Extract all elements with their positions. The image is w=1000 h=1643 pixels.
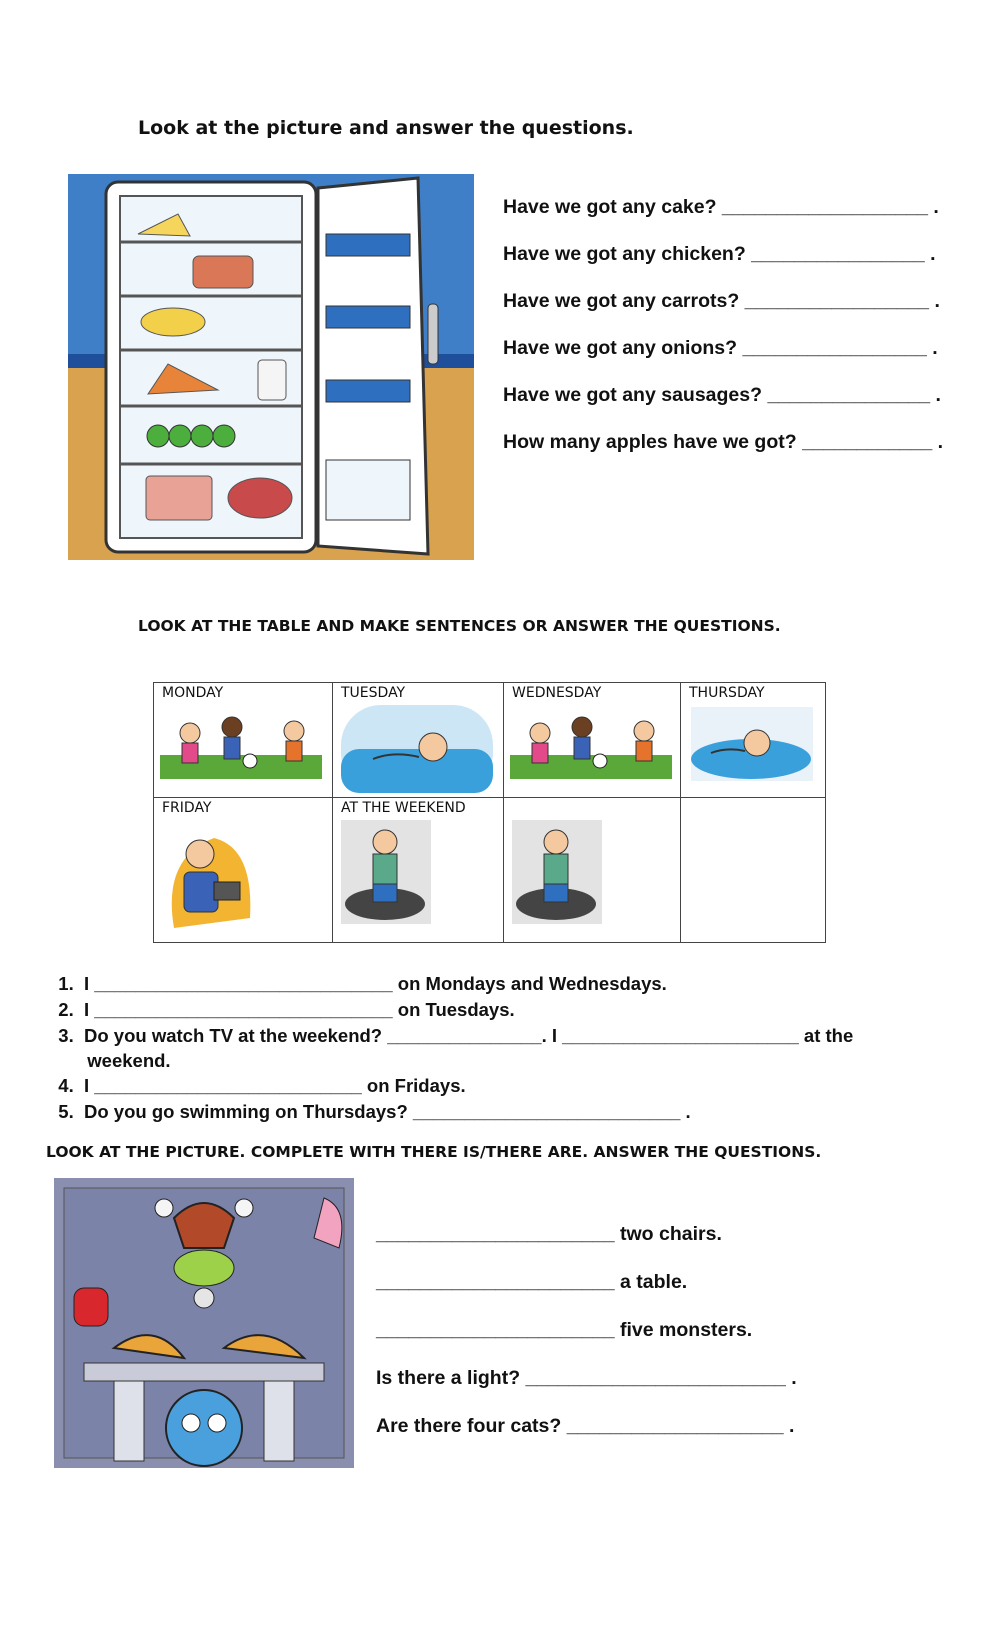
- monster-room-picture: [54, 1178, 354, 1468]
- swimming-picture: [681, 703, 825, 797]
- football-picture: [504, 703, 680, 797]
- cell-empty: [681, 798, 826, 943]
- exercise-4: 4. I __________________________ on Fridays.: [58, 1075, 466, 1096]
- cell-weekend-2: [504, 798, 681, 943]
- day-label-monday: MONDAY: [162, 685, 224, 701]
- question-carrots: Have we got any carrots? _________________ .: [503, 290, 940, 312]
- exercise-2: 2. I _____________________________ on Tuesdays.: [58, 999, 515, 1020]
- day-label-wednesday: WEDNESDAY: [512, 685, 602, 701]
- question-sausages: Have we got any sausages? _______________ .: [503, 384, 941, 406]
- fridge-picture: [68, 174, 474, 560]
- cell-weekend-1: [333, 798, 504, 943]
- tv-watching-picture: [154, 818, 332, 942]
- exercise-5: 5. Do you go swimming on Thursdays? __________________________ .: [58, 1101, 691, 1122]
- cell-monday: [154, 683, 333, 798]
- question-chicken: Have we got any chicken? ________________ .: [503, 243, 936, 265]
- question-apples: How many apples have we got? ____________ .: [503, 431, 944, 453]
- section1-heading: Look at the picture and answer the questions.: [138, 117, 634, 139]
- line-a-table: ______________________ a table.: [376, 1271, 688, 1293]
- day-label-weekend: AT THE WEEKEND: [341, 800, 466, 816]
- activity-table: [153, 682, 826, 943]
- cell-thursday: [681, 683, 826, 798]
- day-label-tuesday: TUESDAY: [341, 685, 406, 701]
- question-four-cats: Are there four cats? ____________________ .: [376, 1415, 795, 1437]
- line-five-monsters: ______________________ five monsters.: [376, 1319, 753, 1341]
- exercise-3-continued: weekend.: [87, 1050, 171, 1071]
- question-cake: Have we got any cake? ___________________ .: [503, 196, 939, 218]
- skating-picture: [333, 818, 503, 942]
- day-label-thursday: THURSDAY: [689, 685, 765, 701]
- day-label-friday: FRIDAY: [162, 800, 212, 816]
- cell-friday: [154, 798, 333, 943]
- cell-wednesday: [504, 683, 681, 798]
- question-light: Is there a light? ________________________ .: [376, 1367, 797, 1389]
- exercise-3: 3. Do you watch TV at the weekend? _______________. I _______________________ at the: [58, 1025, 854, 1046]
- section3-heading: LOOK AT THE PICTURE. COMPLETE WITH THERE IS/THERE ARE. ANSWER THE QUESTIONS.: [46, 1143, 822, 1161]
- swimming-picture: [333, 703, 503, 797]
- section2-heading: LOOK AT THE TABLE AND MAKE SENTENCES OR ANSWER THE QUESTIONS.: [138, 617, 781, 635]
- football-picture: [154, 703, 332, 797]
- exercise-1: 1. I _____________________________ on Mondays and Wednesdays.: [58, 973, 667, 994]
- cell-tuesday: [333, 683, 504, 798]
- question-onions: Have we got any onions? _________________ .: [503, 337, 938, 359]
- line-two-chairs: ______________________ two chairs.: [376, 1223, 722, 1245]
- skating-picture: [504, 818, 680, 942]
